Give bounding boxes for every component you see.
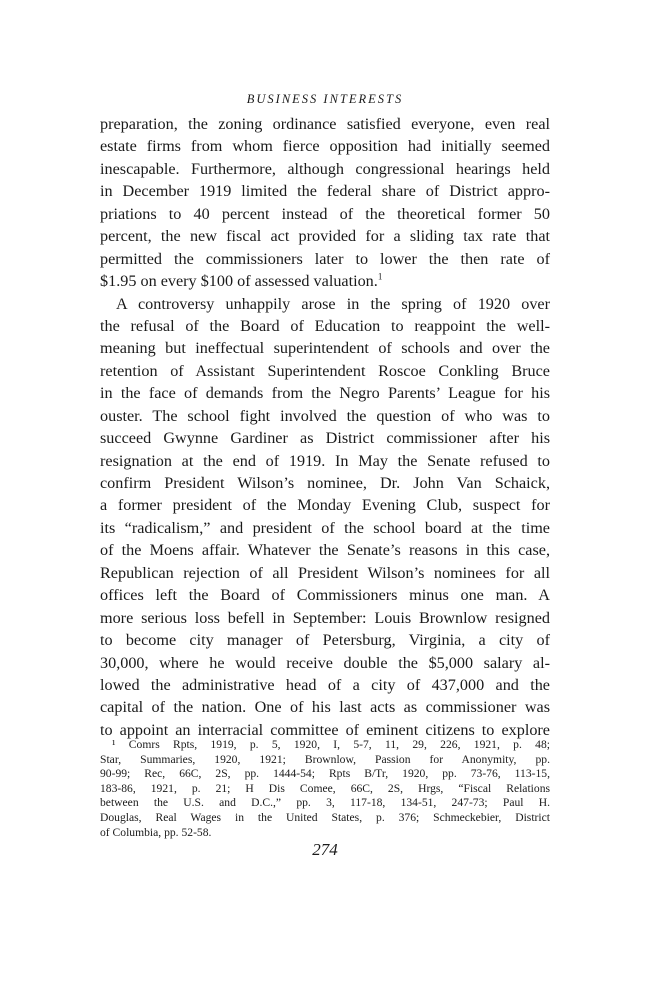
text-line (100, 270, 550, 292)
text-line: Republican rejection of all President Wilson’s nominees for all (100, 563, 550, 582)
text-line: its “radicalism,” and president of the school board at the time (100, 518, 550, 537)
footnote-line: between the U.S. and D.C.,” pp. 3, 117-18, 134-51, 247-73; Paul H. (100, 796, 550, 810)
page-number: 274 (312, 840, 338, 859)
footnote-line: Star, Summaries, 1920, 1921; Brownlow, Passion for Anonymity, pp. (100, 752, 550, 766)
text-line: to become city manager of Petersburg, Virginia, a city of (100, 631, 550, 650)
text-line: capital of the nation. One of his last acts as commissioner was (100, 698, 550, 717)
text-line: retention of Assistant Superintendent Roscoe Conkling Bruce (100, 361, 550, 380)
text-line: more serious loss befell in September: Louis Brownlow resigned (100, 608, 550, 627)
text-line-content: $1.95 on every $100 of assessed valuation. (100, 272, 378, 291)
footnote-line: of Columbia, pp. 52-58. (100, 825, 212, 839)
text-line: A controversy unhappily arose in the spring of 1920 over (116, 294, 550, 313)
text-line: resignation at the end of 1919. In May the Senate refused to (100, 451, 550, 470)
text-line: percent, the new fiscal act provided for a sliding tax rate that (100, 227, 550, 246)
text-line: permitted the commissioners later to lower the then rate of (100, 249, 550, 268)
text-line: a former president of the Monday Evening Club, suspect for (100, 496, 550, 515)
running-head: BUSINESS INTERESTS (246, 92, 404, 106)
text-line: to appoint an interracial committee of eminent citizens to explore (100, 720, 550, 739)
footnotes (100, 738, 550, 840)
footnote-line: ¹ Comrs Rpts, 1919, p. 5, 1920, I, 5-7, 11, 29, 226, 1921, p. 48; (112, 738, 550, 751)
text-line: priations to 40 percent instead of the theoretical former 50 (100, 204, 550, 223)
text-line: preparation, the zoning ordinance satisfied everyone, even real (100, 115, 550, 133)
footnote-line: Douglas, Real Wages in the United States, p. 376; Schmeckebier, District (100, 810, 550, 824)
text-line: in December 1919 limited the federal share of District appro- (100, 182, 550, 201)
text-line: lowed the administrative head of a city of 437,000 and the (100, 675, 550, 694)
text-line: offices left the Board of Commissioners minus one man. A (100, 586, 550, 605)
text-line: in the face of demands from the Negro Parents’ League for his (100, 384, 550, 403)
footnote-line: 90-99; Rec, 66C, 2S, pp. 1444-54; Rpts B/Tr, 1920, pp. 73-76, 113-15, (100, 767, 550, 781)
text-line: inescapable. Furthermore, although congressional hearings held (100, 159, 550, 178)
footnote-reference: 1 (377, 271, 383, 282)
text-line: estate firms from whom fierce opposition had initially seemed (100, 137, 550, 156)
body-text (100, 113, 550, 741)
text-line: meaning but ineffectual superintendent of schools and over the (100, 339, 550, 358)
text-line: confirm President Wilson’s nominee, Dr. John Van Schaick, (100, 474, 550, 492)
text-line: 30,000, where he would receive double the $5,000 salary al- (100, 653, 550, 672)
text-line: the refusal of the Board of Education to reappoint the well- (100, 316, 550, 335)
text-line: of the Moens affair. Whatever the Senate’s reasons in this case, (100, 541, 550, 560)
footnote-line: 183-86, 1921, p. 21; H Dis Comee, 66C, 2S, Hrgs, “Fiscal Relations (100, 781, 550, 795)
text-line: succeed Gwynne Gardiner as District commissioner after his (100, 429, 550, 448)
text-line: ouster. The school fight involved the question of who was to (100, 406, 550, 425)
